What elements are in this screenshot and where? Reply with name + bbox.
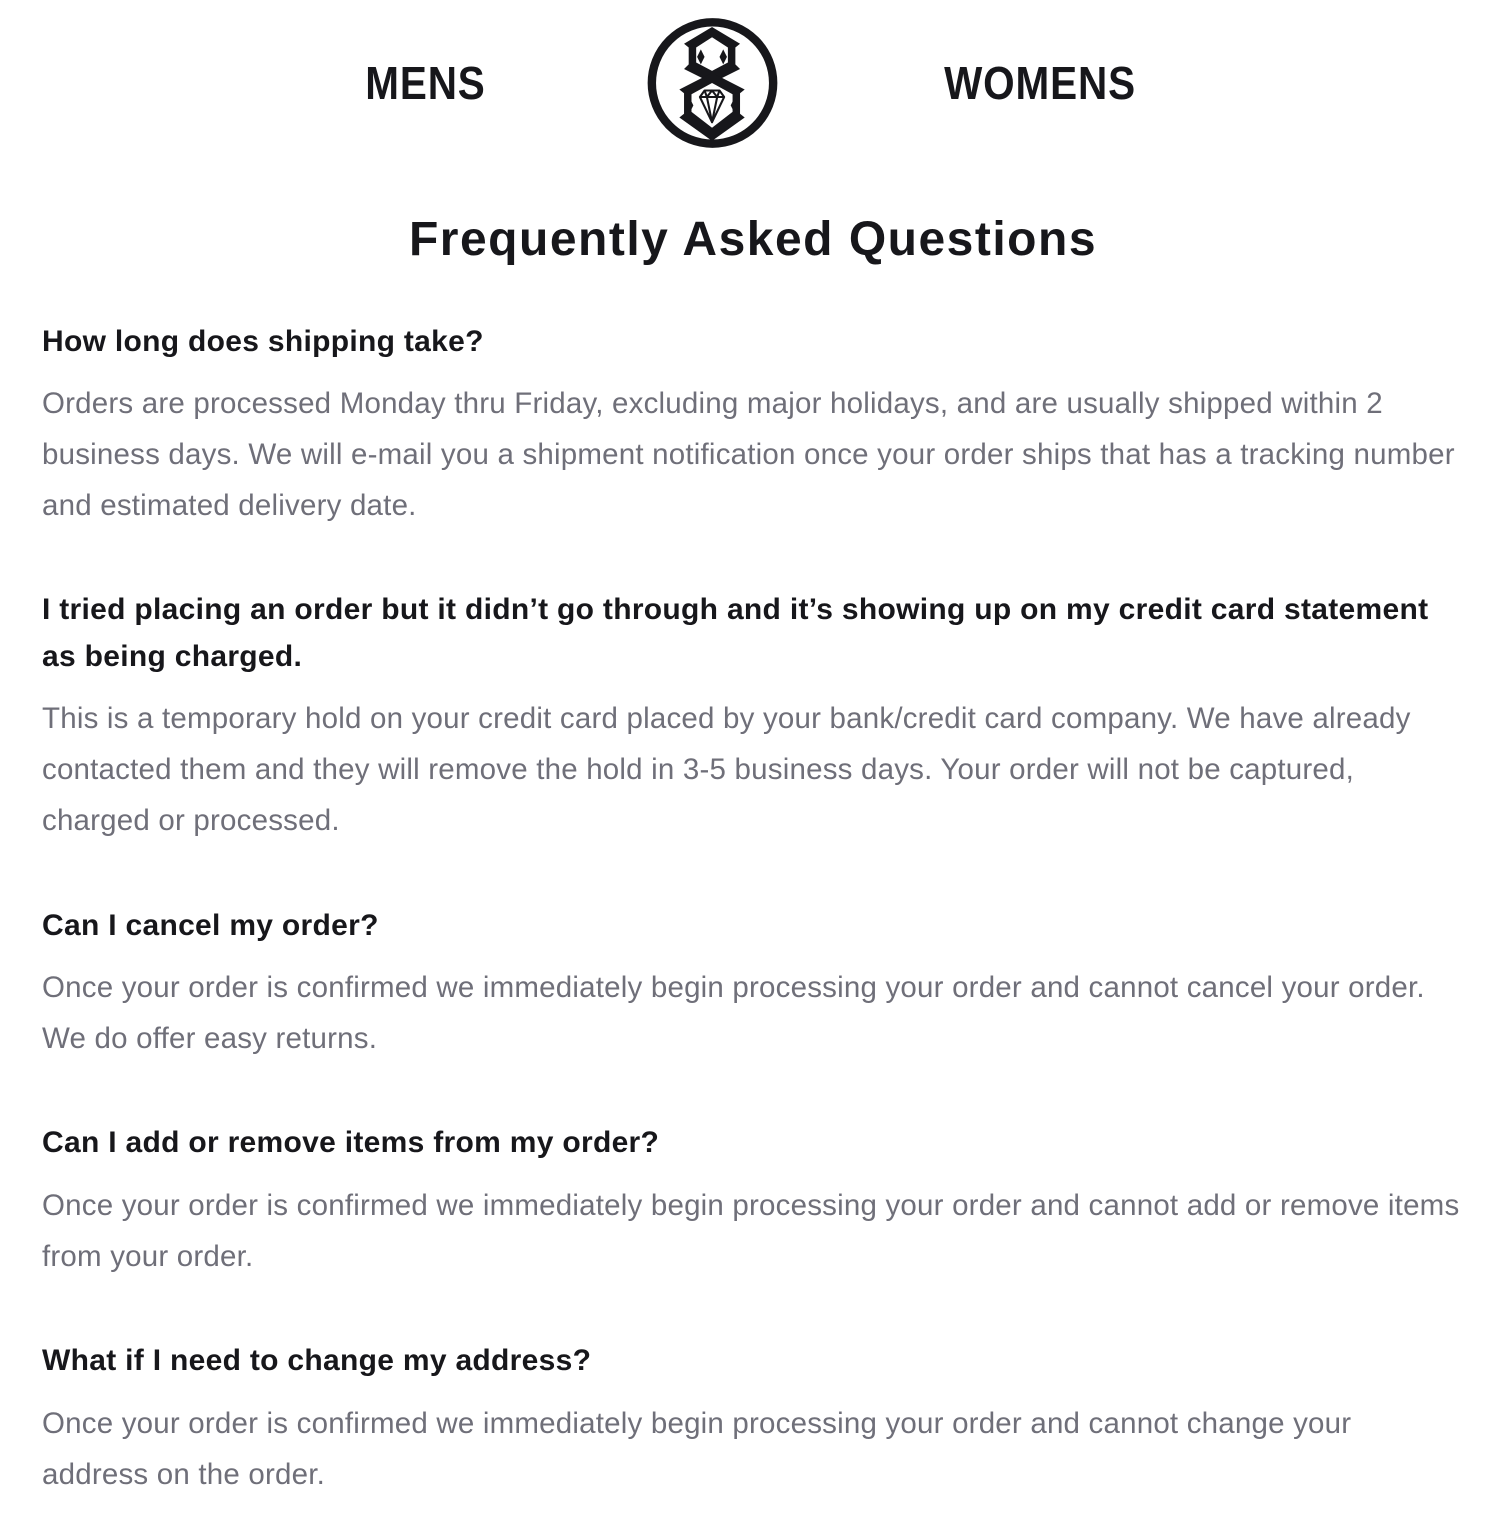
- rebel8-diamond-crest-icon: [644, 13, 781, 153]
- page-title: Frequently Asked Questions: [408, 213, 1098, 266]
- faq-question: What if I need to change my address?: [42, 1344, 592, 1378]
- faq-question: I tried placing an order but it didn’t go through and it’s showing up on my credit card statement as being charged.: [42, 593, 1429, 673]
- faq-answer: Once your order is confirmed we immediately begin processing your order and cannot add or remove items from your order.: [42, 1188, 1460, 1273]
- top-nav: [0, 0, 1506, 153]
- faq-question: How long does shipping take?: [42, 324, 484, 358]
- faq-item: [42, 1338, 1464, 1500]
- faq-answer: Orders are processed Monday thru Friday, excluding major holidays, and are usually shipped within 2 business days. We will e-mail you a shipment notification once your order ships that has a tracking number and estimated delivery date.: [42, 387, 1455, 522]
- faq-list: [0, 319, 1506, 1501]
- faq-question: Can I cancel my order?: [42, 908, 379, 942]
- faq-item: [42, 587, 1464, 846]
- faq-item: [42, 1120, 1464, 1282]
- faq-answer: Once your order is confirmed we immediately begin processing your order and cannot cancel your order. We do offer easy returns.: [42, 971, 1425, 1055]
- faq-item: [42, 319, 1464, 532]
- brand-logo[interactable]: [644, 13, 781, 153]
- nav-link-womens[interactable]: WOMENS: [943, 57, 1136, 109]
- faq-answer: Once your order is confirmed we immediately begin processing your order and cannot change your address on the order.: [42, 1406, 1352, 1491]
- faq-answer: This is a temporary hold on your credit card placed by your bank/credit card company. We have already contacted them and they will remove the hold in 3-5 business days. Your order will not be captured, charged or processed.: [42, 702, 1411, 837]
- faq-question: Can I add or remove items from my order?: [42, 1126, 660, 1160]
- faq-item: [42, 903, 1464, 1065]
- nav-link-mens[interactable]: MENS: [365, 57, 486, 109]
